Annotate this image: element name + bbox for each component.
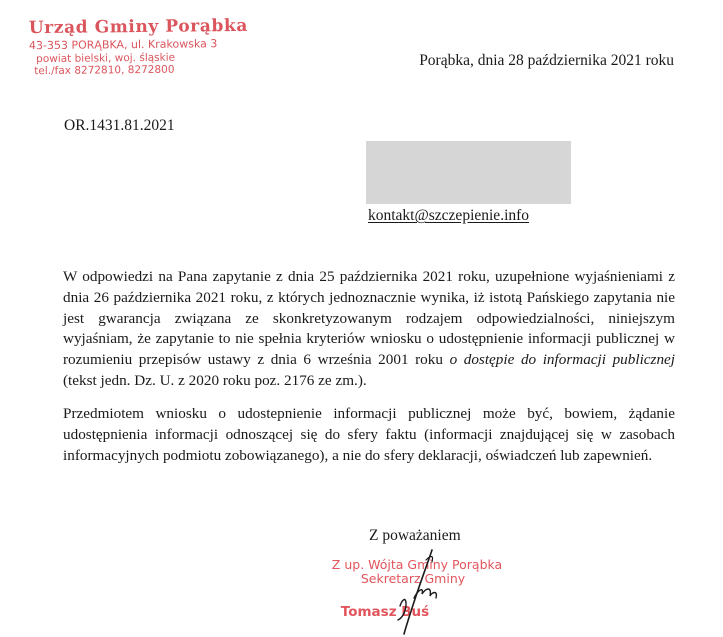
- paragraph-1-citation: (tekst jedn. Dz. U. z 2020 roku poz. 2176 ze zm.).: [63, 371, 367, 389]
- handwritten-signature: [392, 548, 452, 636]
- date-line: Porąbka, dnia 28 października 2021 roku: [419, 52, 674, 69]
- body-paragraph-1: [63, 267, 675, 392]
- reference-number: OR.1431.81.2021: [64, 117, 175, 134]
- recipient-email-link[interactable]: kontakt@szczepienie.info: [368, 207, 530, 224]
- stamp-address: 43-353 PORĄBKA, ul. Krakowska 3: [28, 37, 218, 53]
- act-title: o dostępie do informacji publicznej: [449, 351, 676, 369]
- stamp-title: Urząd Gminy Porąbka: [28, 15, 248, 39]
- closing-salutation: Z poważaniem: [369, 527, 461, 544]
- redacted-recipient-address: [366, 141, 571, 204]
- paragraph-1-text: W odpowiedzi na Pana zapytanie z dnia 25 października 2021 roku, uzupełnione wyjaśnieniami z dnia 26 października 2021 roku, z których jednoznacznie wynika, iż istotą Pańskiego zapytania nie jest gwarancja związana ze skonkretyzowanym rodzajem odpowiedzialności, niniejszym wyjaśniam, że zapytanie to nie spełnia kryteriów wniosku o udostępnienie informacji publicznej w rozumieniu przepisów ustawy z dnia 6 września 2001 roku: [63, 268, 675, 369]
- signature-stamp-line1: Z up. Wójta Gminy Porąbka: [331, 557, 503, 572]
- stamp-region: powiat bielski, woj. śląskie: [36, 51, 176, 65]
- office-stamp: [26, 15, 257, 78]
- body-paragraph-2: Przedmiotem wniosku o udostepnienie informacji publicznej może być, bowiem, żądanie udostępnienia informacji odnoszącej się do sfery faktu (informacji znajdującej się w zasobach informacyjnych podmiotu zobowiązanego), a nie do sfery deklaracji, oświadczeń lub zapewnień.: [63, 405, 675, 464]
- stamp-phone: tel./fax 8272810, 8272800: [34, 63, 175, 78]
- signature-stamp-line2: Sekretarz Gminy: [360, 571, 466, 586]
- signature-stamp-name: Tomasz Buś: [340, 604, 430, 620]
